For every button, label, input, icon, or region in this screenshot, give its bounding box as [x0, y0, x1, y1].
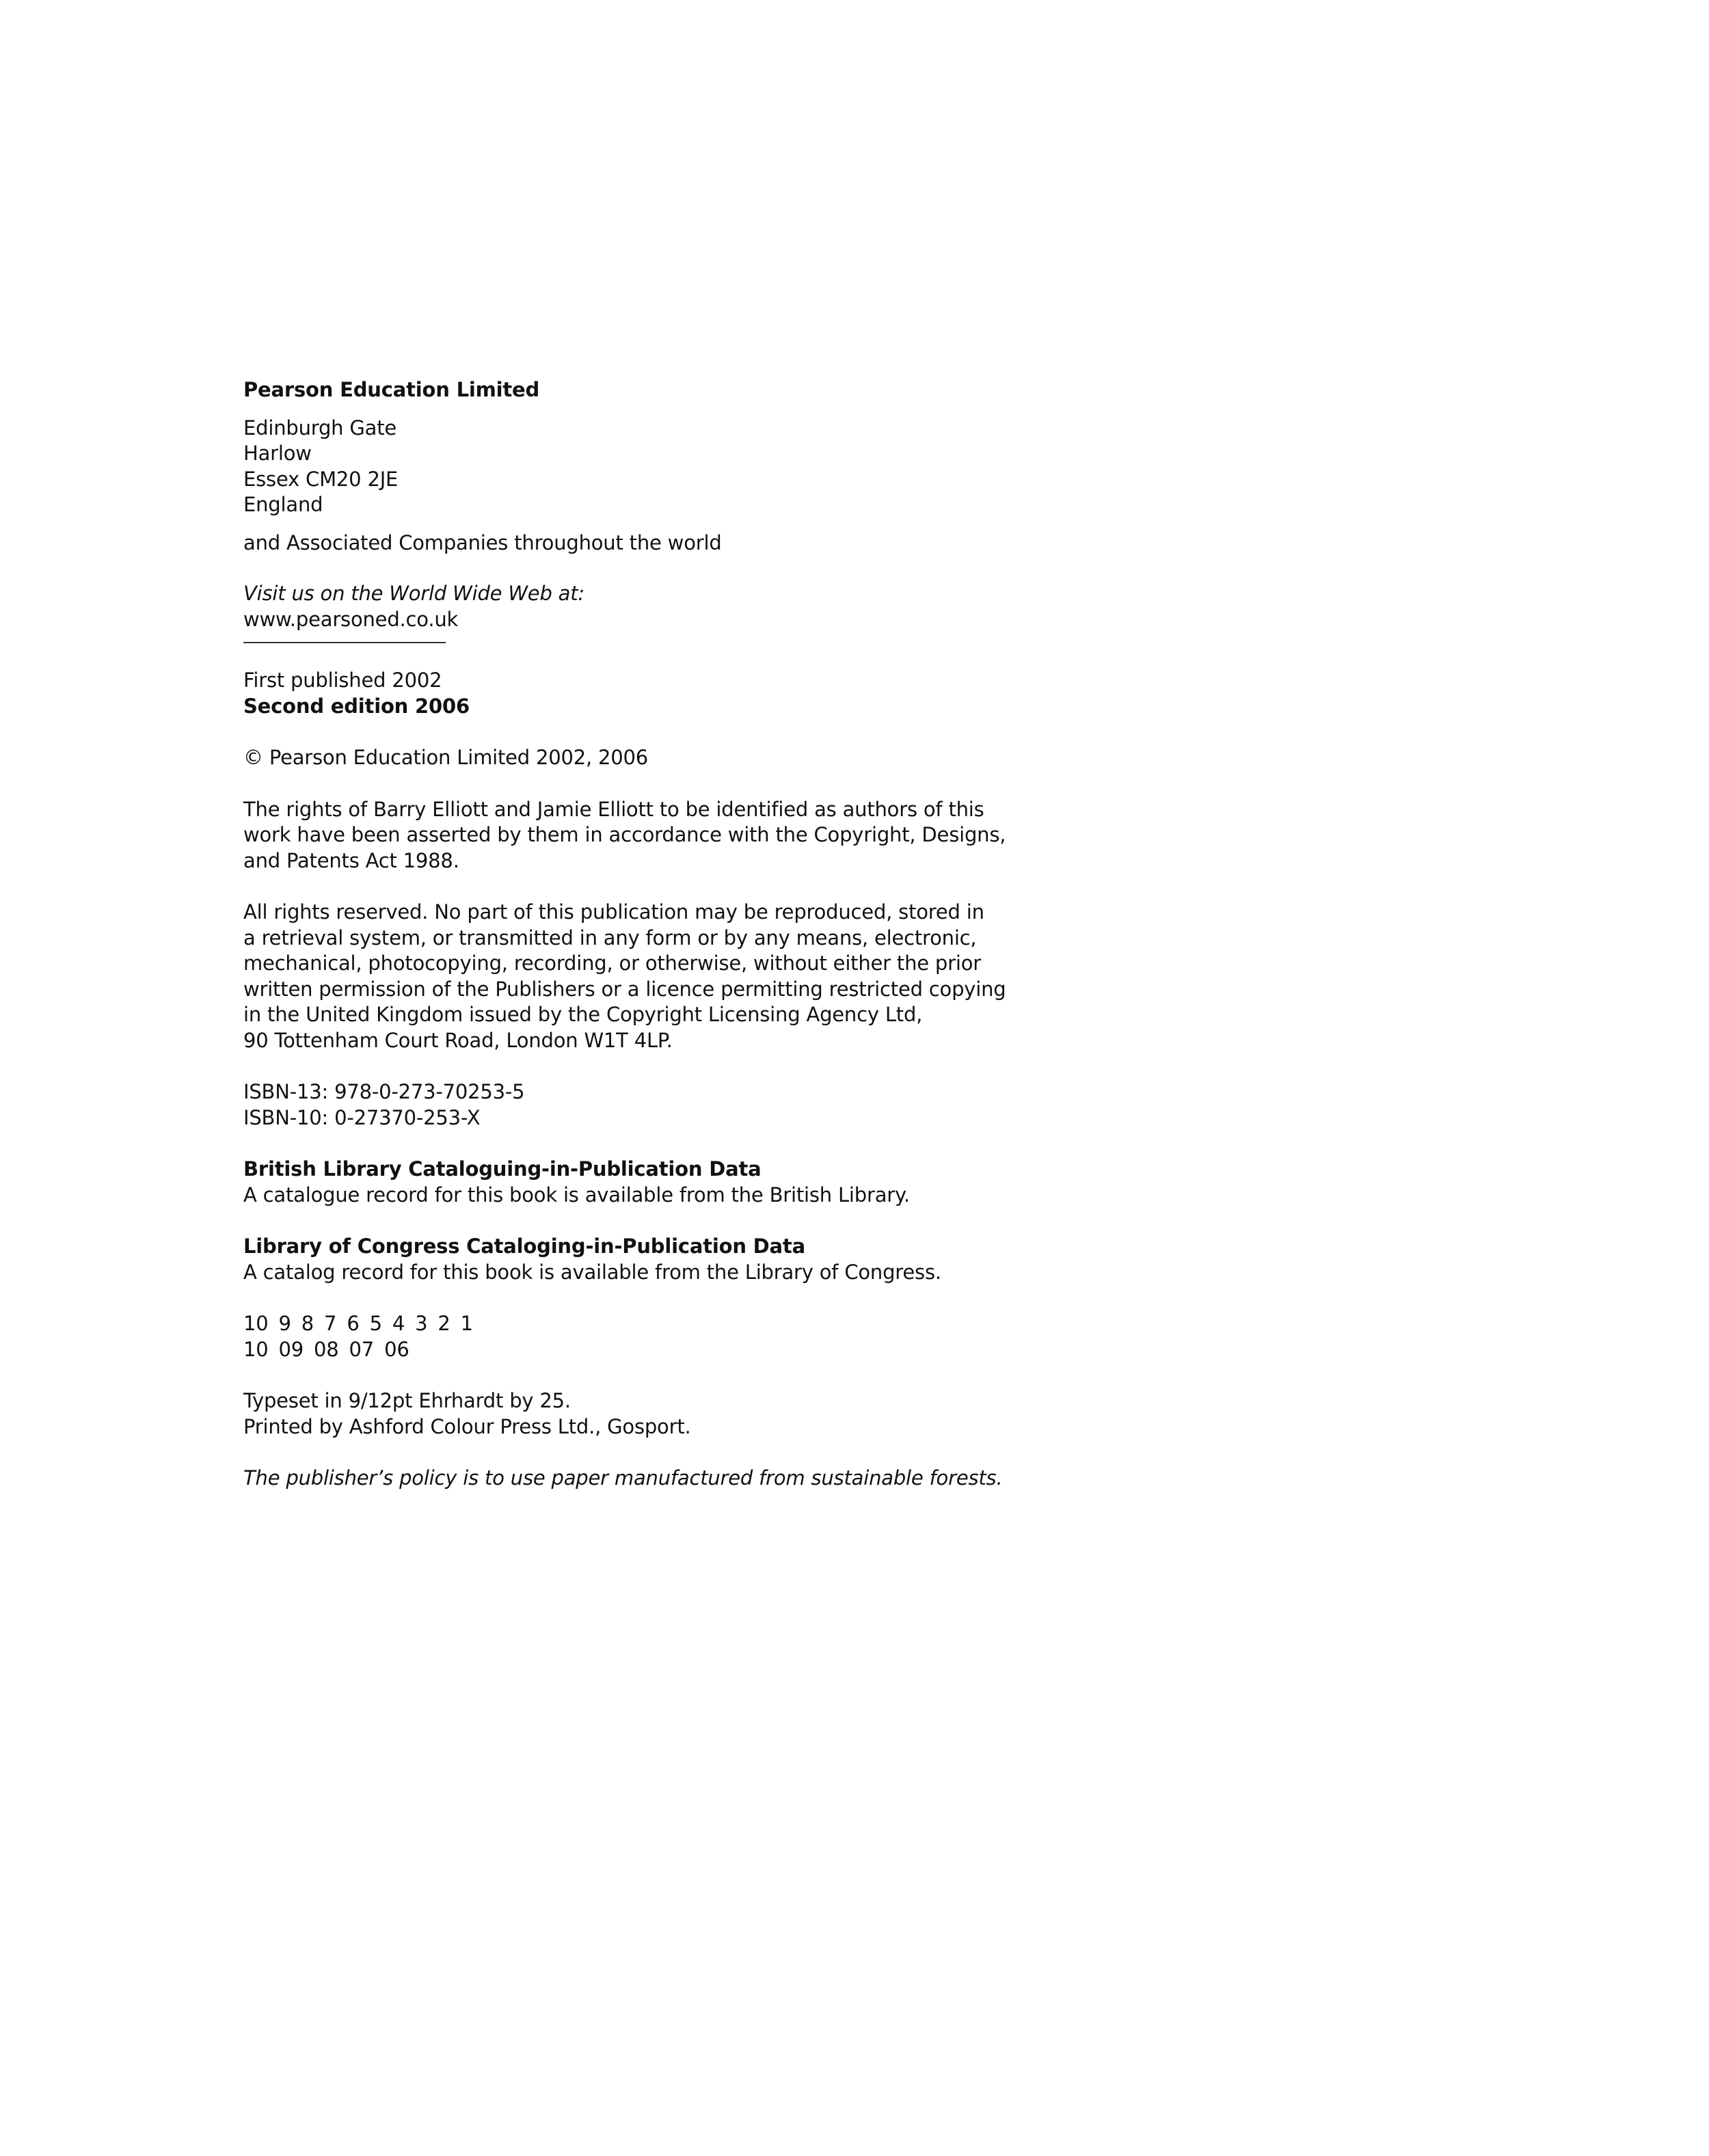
- copyright-notice: © Pearson Education Limited 2002, 2006: [243, 746, 649, 769]
- isbn-13: ISBN-13: 978-0-273-70253-5: [243, 1080, 525, 1103]
- impression-numbers: 10 9 8 7 6 5 4 3 2 1: [243, 1312, 473, 1335]
- spacer: [243, 771, 1036, 797]
- address-line: England: [243, 493, 323, 516]
- copyright-page: [243, 377, 1036, 1492]
- spacer: [243, 403, 1036, 416]
- loc-text: A catalog record for this book is available from the Library of Congress.: [243, 1260, 941, 1284]
- reserved-line: mechanical, photocopying, recording, or otherwise, without either the prior: [243, 952, 981, 975]
- paper-policy: The publisher’s policy is to use paper manufactured from sustainable forests.: [243, 1466, 1003, 1490]
- address-line: Essex CM20 2JE: [243, 467, 399, 491]
- reserved-line: a retrieval system, or transmitted in any form or by any means, electronic,: [243, 926, 977, 949]
- spacer: [243, 874, 1036, 900]
- second-edition: Second edition 2006: [243, 694, 470, 718]
- spacer: [243, 1285, 1036, 1311]
- rights-line: and Patents Act 1988.: [243, 848, 459, 872]
- spacer: [243, 1131, 1036, 1157]
- british-library-heading: British Library Cataloguing-in-Publication Data: [243, 1157, 762, 1181]
- reserved-line: written permission of the Publishers or a licence permitting restricted copying: [243, 977, 1006, 1001]
- web-url: www.pearsoned.co.uk: [243, 607, 459, 631]
- first-published: First published 2002: [243, 669, 442, 692]
- loc-heading: Library of Congress Cataloging-in-Publication Data: [243, 1235, 805, 1258]
- divider-rule: [243, 642, 446, 643]
- reserved-line: 90 Tottenham Court Road, London W1T 4LP.: [243, 1028, 673, 1052]
- reserved-line: in the United Kingdom issued by the Copyright Licensing Agency Ltd,: [243, 1003, 923, 1026]
- year-numbers: 10 09 08 07 06: [243, 1337, 409, 1361]
- rights-line: work have been asserted by them in accordance with the Copyright, Designs,: [243, 823, 1006, 846]
- printer-note: Printed by Ashford Colour Press Ltd., Gosport.: [243, 1414, 691, 1438]
- publisher-name: Pearson Education Limited: [243, 378, 540, 401]
- spacer: [243, 1440, 1036, 1466]
- spacer: [243, 518, 1036, 530]
- spacer: [243, 1208, 1036, 1234]
- isbn-10: ISBN-10: 0-27370-253-X: [243, 1105, 481, 1129]
- web-label: Visit us on the World Wide Web at:: [243, 582, 584, 605]
- address-line: Harlow: [243, 442, 312, 465]
- british-library-text: A catalogue record for this book is available from the British Library.: [243, 1183, 910, 1207]
- spacer: [243, 1053, 1036, 1079]
- spacer: [243, 556, 1036, 581]
- typeset-note: Typeset in 9/12pt Ehrhardt by 25.: [243, 1389, 571, 1412]
- spacer: [243, 719, 1036, 745]
- spacer: [243, 1362, 1036, 1388]
- associates-text: and Associated Companies throughout the world: [243, 530, 722, 554]
- reserved-line: All rights reserved. No part of this publication may be reproduced, stored in: [243, 900, 984, 924]
- address-line: Edinburgh Gate: [243, 416, 397, 440]
- rights-line: The rights of Barry Elliott and Jamie Elliott to be identified as authors of this: [243, 797, 984, 821]
